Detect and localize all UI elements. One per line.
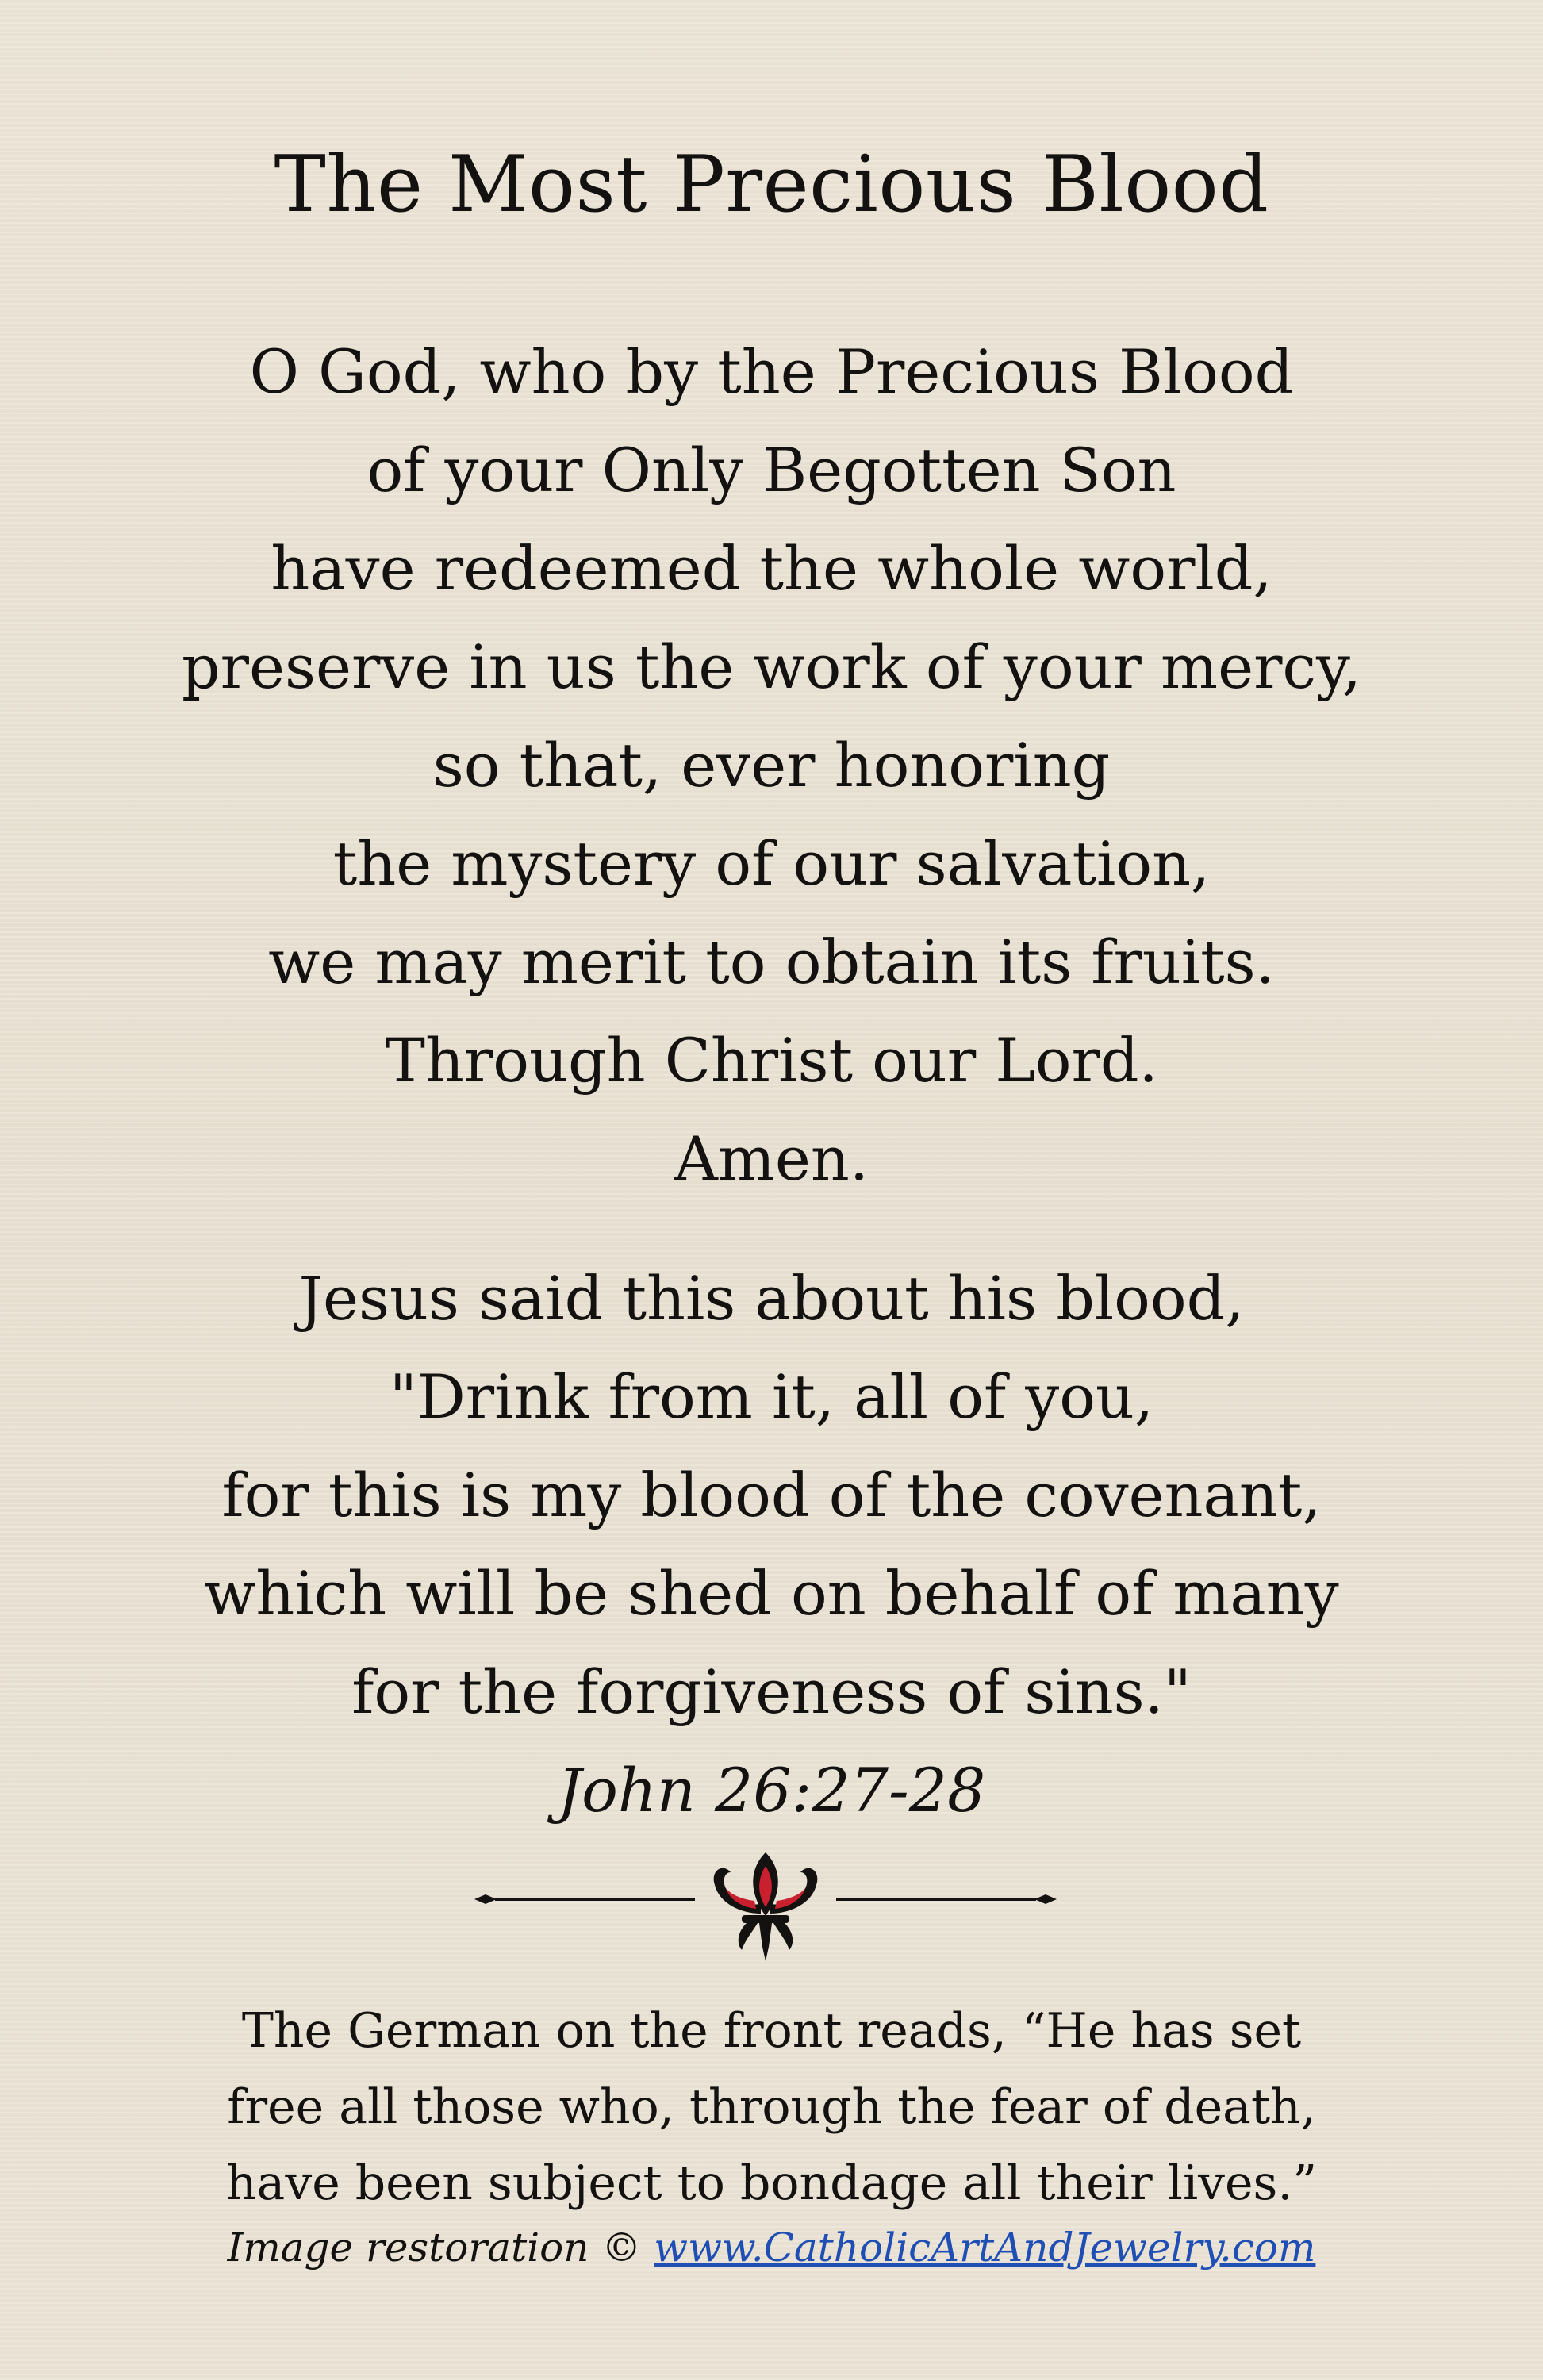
- prayer-line: have redeemed the whole world,: [271, 533, 1272, 604]
- quote-line: for the forgiveness of sins.": [351, 1656, 1192, 1727]
- website-link[interactable]: www.CatholicArtAndJewelry.com: [654, 2225, 1316, 2271]
- prayer-line: O God, who by the Precious Blood: [249, 336, 1294, 407]
- prayer-line: Amen.: [674, 1123, 869, 1194]
- quote-line: "Drink from it, all of you,: [389, 1361, 1154, 1432]
- prayer-line: Through Christ our Lord.: [385, 1025, 1158, 1096]
- page-title: The Most Precious Blood: [274, 140, 1269, 230]
- translation-note: [0, 1993, 1543, 2221]
- prayer-line: of your Only Begotten Son: [367, 435, 1176, 505]
- prayer-line: so that, ever honoring: [432, 730, 1111, 800]
- quote-line: which will be shed on behalf of many: [204, 1558, 1339, 1629]
- scripture-quote: [0, 1250, 1543, 1840]
- fleur-de-lis-divider: [468, 1848, 1063, 1967]
- note-line: free all those who, through the fear of death,: [227, 2079, 1316, 2135]
- scripture-citation: John 26:27-28: [557, 1755, 986, 1825]
- prayer-line: the mystery of our salvation,: [332, 828, 1211, 899]
- quote-line: for this is my blood of the covenant,: [221, 1460, 1322, 1530]
- prayer-text: [0, 323, 1543, 1208]
- image-credit: [0, 2220, 1543, 2275]
- fleur-de-lis-icon: [714, 1852, 818, 1961]
- credit-prefix: Image restoration ©: [227, 2225, 654, 2271]
- prayer-line: preserve in us the work of your mercy,: [182, 631, 1361, 702]
- divider-right-rule: [836, 1894, 1057, 1904]
- prayer-line: we may merit to obtain its fruits.: [268, 927, 1275, 997]
- quote-line: Jesus said this about his blood,: [298, 1263, 1245, 1334]
- note-line: have been subject to bondage all their lives.”: [225, 2155, 1318, 2211]
- note-line: The German on the front reads, “He has set: [241, 2003, 1302, 2059]
- divider-left-rule: [474, 1894, 695, 1904]
